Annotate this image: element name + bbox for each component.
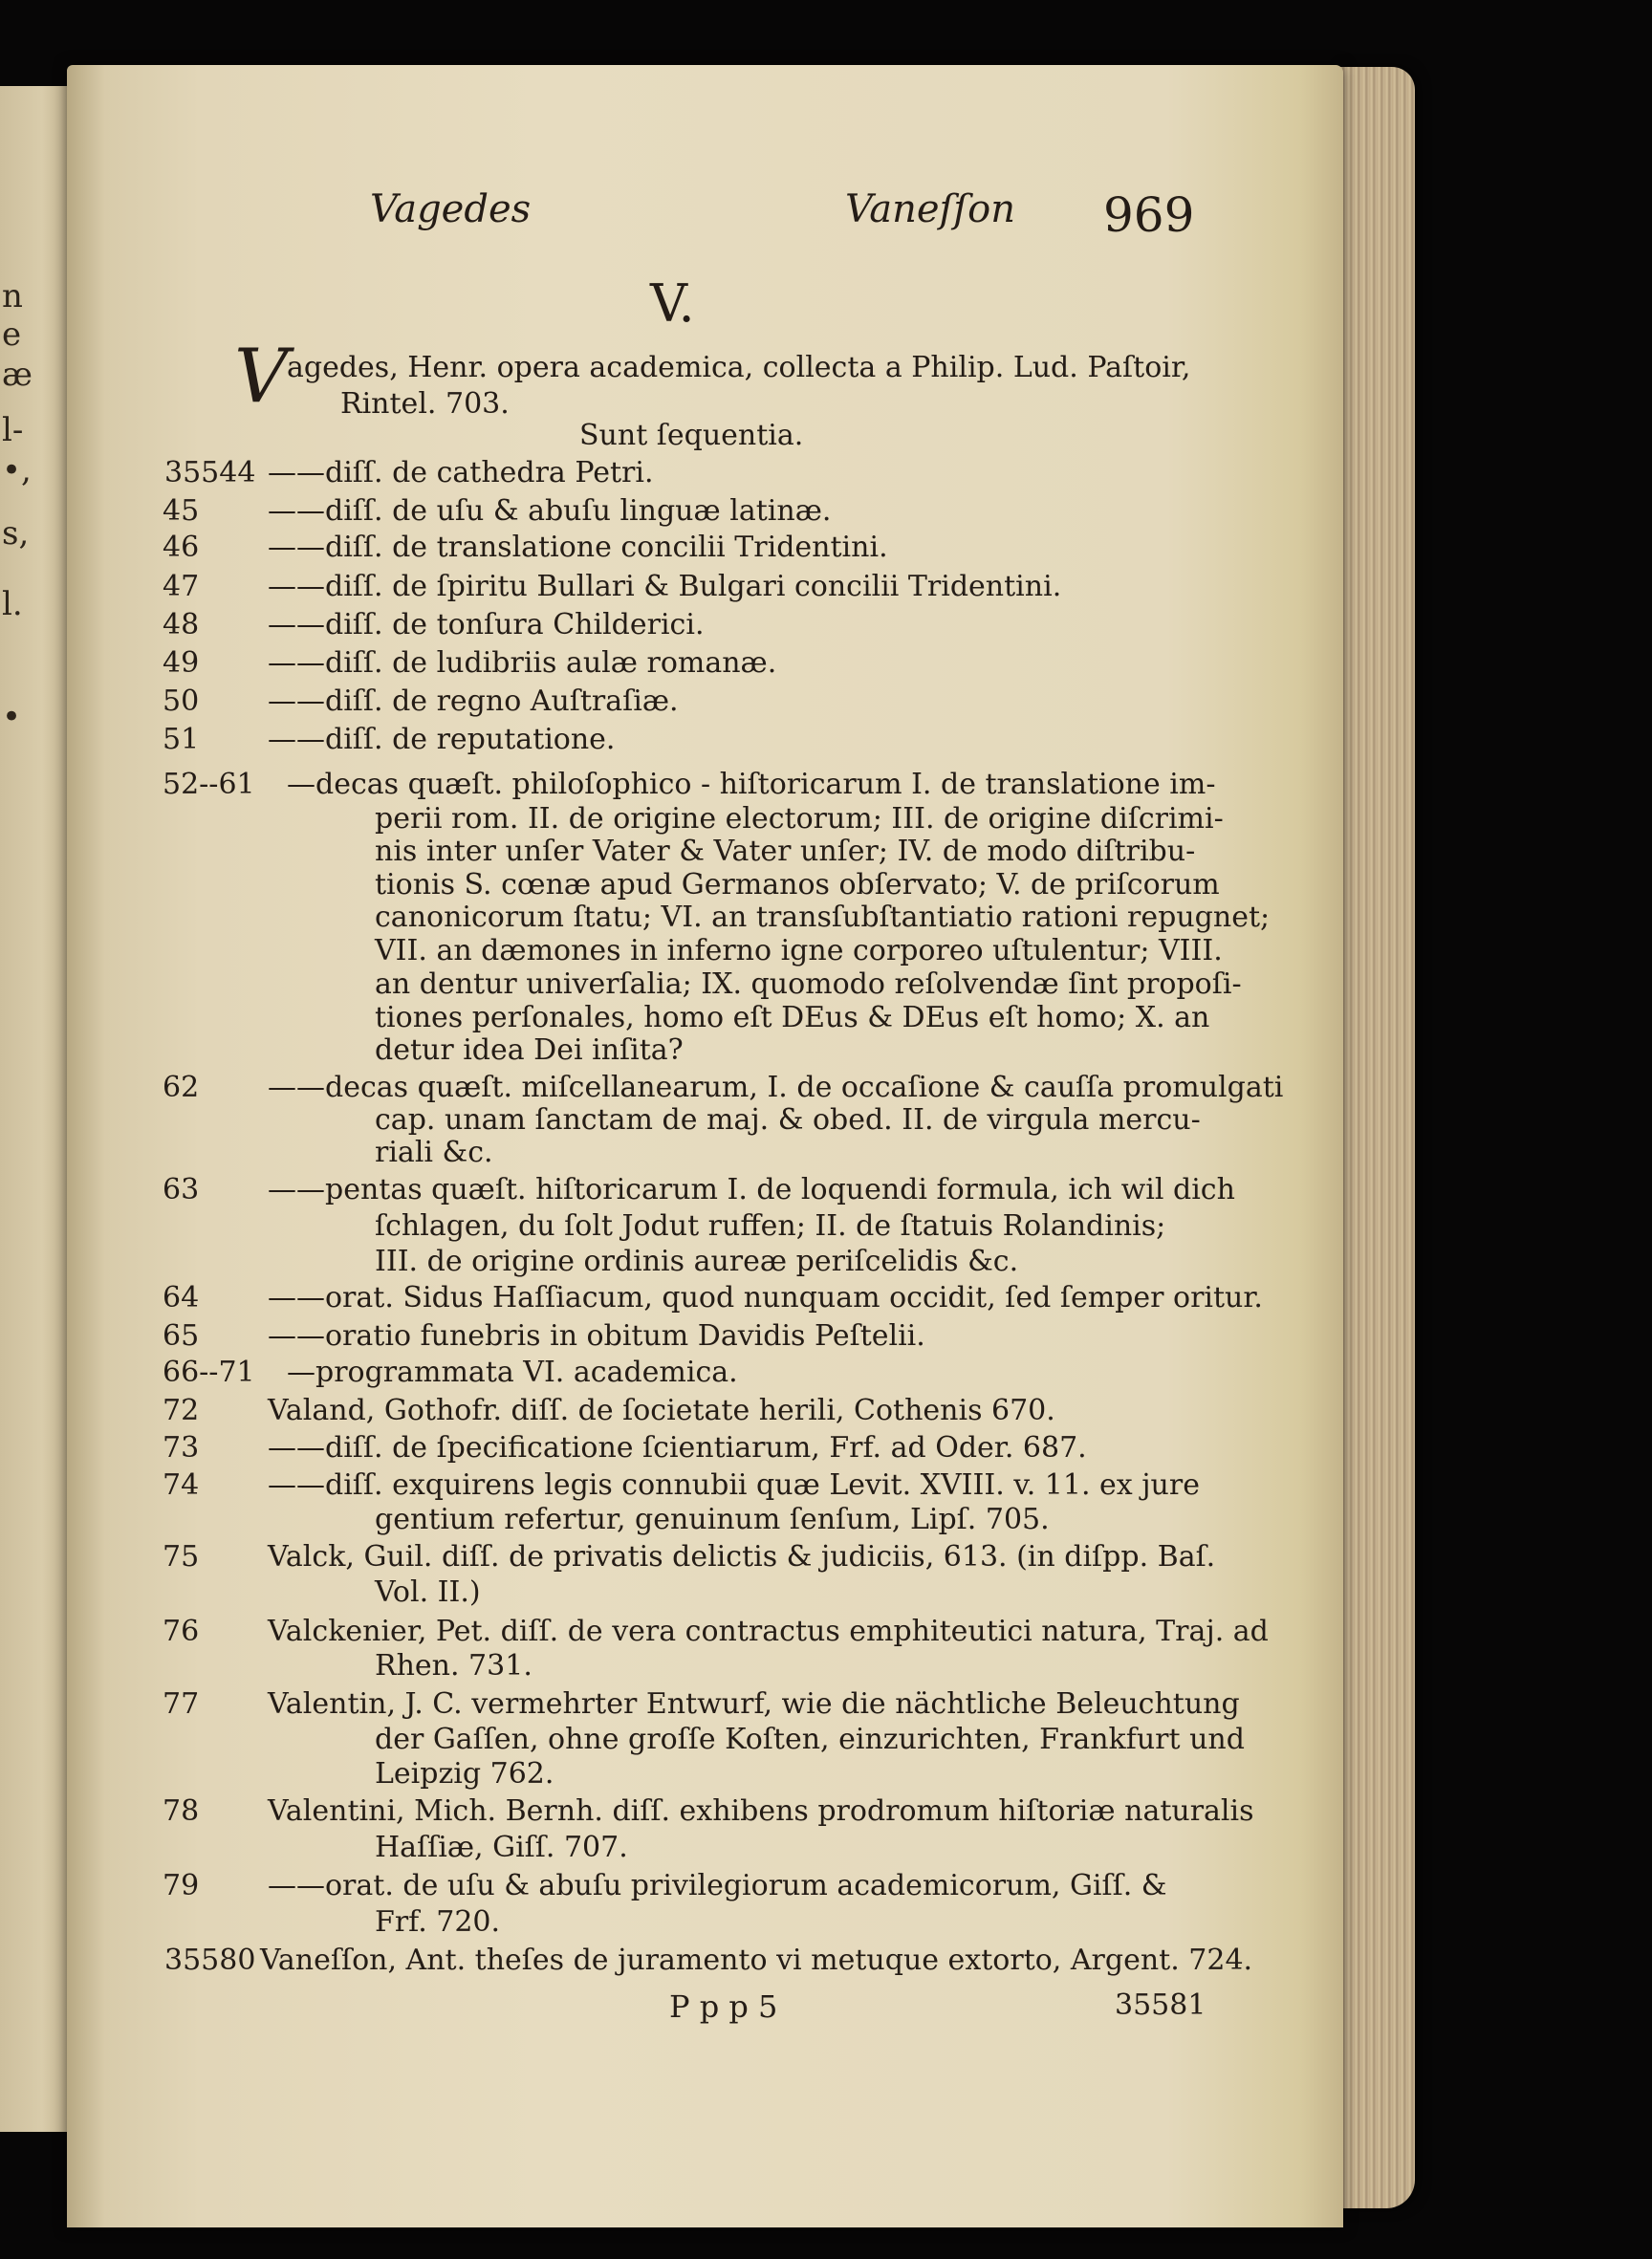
entry-number: 52--61 bbox=[163, 768, 255, 801]
page-number: 969 bbox=[1103, 187, 1195, 243]
entry-line: ——diſſ. de cathedra Petri. bbox=[268, 456, 654, 489]
entry-number: 64 bbox=[163, 1281, 200, 1314]
entry-line: ——oratio funebris in obitum Davidis Peſtelii. bbox=[268, 1319, 925, 1353]
entry-number: 48 bbox=[163, 608, 200, 641]
left-fragment: l. bbox=[2, 585, 23, 623]
entry-number: 50 bbox=[163, 684, 200, 718]
entry-line: Valentini, Mich. Bernh. diſſ. exhibens prodromum hiſtoriæ naturalis bbox=[268, 1794, 1254, 1828]
entry-line: —programmata VI. academica. bbox=[287, 1356, 738, 1389]
entry-line: Leipzig 762. bbox=[375, 1757, 554, 1791]
entry-line: Vaneſſon, Ant. theſes de juramento vi metuque extorto, Argent. 724. bbox=[260, 1944, 1253, 1977]
entry-line: III. de origine ordinis aureæ periſcelidis &c. bbox=[375, 1245, 1019, 1278]
entry-line: der Gaſſen, ohne groſſe Koſten, einzurichten, Frankfurt und bbox=[375, 1723, 1245, 1756]
entry-line: nis inter unſer Vater & Vater unſer; IV. de modo diſtribu- bbox=[375, 835, 1196, 868]
entry-number: 63 bbox=[163, 1173, 200, 1206]
entry-line: ſchlagen, du ſolt Jodut ruffen; II. de ſtatuis Rolandinis; bbox=[375, 1209, 1166, 1243]
entry-line: Rintel. 703. bbox=[340, 387, 510, 421]
entry-number: 66--71 bbox=[163, 1356, 255, 1389]
entry-number: 78 bbox=[163, 1794, 200, 1828]
entry-line: ——diſſ. de tonſura Childerici. bbox=[268, 608, 705, 641]
entry-line: ——diſſ. de translatione concilii Tridentini. bbox=[268, 531, 888, 564]
left-fragment: l- bbox=[2, 411, 24, 449]
entry-line: —decas quæſt. philoſophico - hiſtoricarum I. de translatione im- bbox=[287, 768, 1216, 801]
left-fragment: •, bbox=[2, 451, 32, 489]
entry-line: cap. unam ſanctam de maj. & obed. II. de virgula mercu- bbox=[375, 1103, 1201, 1137]
drop-initial: V bbox=[234, 334, 289, 420]
entry-line: gentium refertur, genuinum ſenſum, Lipſ. 705. bbox=[375, 1503, 1050, 1536]
left-fragment: • bbox=[2, 698, 22, 736]
entry-line: ——diſſ. de reputatione. bbox=[268, 723, 616, 756]
entry-number: 75 bbox=[163, 1540, 200, 1574]
left-fragment: e bbox=[2, 315, 22, 354]
section-letter: V. bbox=[650, 273, 695, 334]
entry-line: tiones perſonales, homo eſt DEus & DEus eſt homo; X. an bbox=[375, 1001, 1210, 1034]
entry-line: Rhen. 731. bbox=[375, 1649, 533, 1683]
entry-number: 73 bbox=[163, 1431, 200, 1465]
entry-line: ——diſſ. de ſpecificatione ſcientiarum, Frf. ad Oder. 687. bbox=[268, 1431, 1087, 1465]
left-fragment: n bbox=[2, 277, 23, 315]
entry-number: 79 bbox=[163, 1869, 200, 1902]
entry-line: agedes, Henr. opera academica, collecta a Philip. Lud. Paſtoir, bbox=[287, 351, 1191, 384]
entry-number: 35580 bbox=[164, 1944, 256, 1977]
entry-line: VII. an dæmones in inferno igne corporeo uſtulentur; VIII. bbox=[375, 934, 1223, 967]
entry-number: 62 bbox=[163, 1071, 200, 1104]
entry-line: ——diſſ. de ludibriis aulæ romanæ. bbox=[268, 646, 777, 680]
entry-line: ——diſſ. de uſu & abuſu linguæ latinæ. bbox=[268, 494, 832, 528]
entry-line: ——diſſ. exquirens legis connubii quæ Levit. XVIII. v. 11. ex jure bbox=[268, 1468, 1200, 1502]
entry-number: 74 bbox=[163, 1468, 200, 1502]
entry-line: riali &c. bbox=[375, 1136, 493, 1169]
entry-number: 72 bbox=[163, 1394, 200, 1427]
left-page-edge bbox=[0, 86, 76, 2132]
entry-number: 51 bbox=[163, 723, 200, 756]
entry-line: ——orat. de uſu & abuſu privilegiorum academicorum, Giſſ. & bbox=[268, 1869, 1167, 1902]
entry-line: Frf. 720. bbox=[375, 1905, 501, 1939]
entry-line: Valckenier, Pet. diſſ. de vera contractus emphiteutici natura, Traj. ad bbox=[268, 1615, 1269, 1648]
entry-line: an dentur univerſalia; IX. quomodo reſolvendæ ſint propoſi- bbox=[375, 967, 1242, 1001]
entry-line: Sunt ſequentia. bbox=[579, 419, 804, 452]
entry-line: Vol. II.) bbox=[375, 1575, 481, 1609]
running-head-center: Vaneſſon bbox=[845, 187, 1015, 231]
entry-line: tionis S. cœnæ apud Germanos obſervato; V. de priſcorum bbox=[375, 868, 1220, 901]
left-fragment: s, bbox=[2, 514, 30, 553]
entry-line: detur idea Dei inſita? bbox=[375, 1033, 684, 1067]
entry-number: 65 bbox=[163, 1319, 200, 1353]
entry-line: Valentin, J. C. vermehrter Entwurf, wie die nächtliche Beleuchtung bbox=[268, 1687, 1240, 1721]
left-fragment: æ bbox=[2, 356, 33, 394]
catchword: 35581 bbox=[1115, 1988, 1206, 2022]
entry-number: 76 bbox=[163, 1615, 200, 1648]
entry-number: 77 bbox=[163, 1687, 200, 1721]
entry-line: ——diſſ. de ſpiritu Bullari & Bulgari concilii Tridentini. bbox=[268, 570, 1062, 603]
entry-number: 45 bbox=[163, 494, 200, 528]
entry-line: ——orat. Sidus Haſſiacum, quod nunquam occidit, ſed ſemper oritur. bbox=[268, 1281, 1263, 1314]
running-head-left: Vagedes bbox=[370, 187, 532, 231]
entry-line: ——diſſ. de regno Auſtraſiæ. bbox=[268, 684, 679, 718]
entry-line: Haſſiæ, Giſſ. 707. bbox=[375, 1831, 628, 1864]
entry-number: 46 bbox=[163, 531, 200, 564]
entry-line: ——pentas quæſt. hiſtoricarum I. de loquendi formula, ich wil dich bbox=[268, 1173, 1235, 1206]
signature-mark: P p p 5 bbox=[669, 1988, 778, 2025]
entry-number: 47 bbox=[163, 570, 200, 603]
entry-line: Valck, Guil. diſſ. de privatis delictis & judiciis, 613. (in diſpp. Baſ. bbox=[268, 1540, 1216, 1574]
entry-number: 35544 bbox=[164, 456, 256, 489]
entry-number: 49 bbox=[163, 646, 200, 680]
entry-line: Valand, Gothofr. diſſ. de ſocietate herili, Cothenis 670. bbox=[268, 1394, 1055, 1427]
entry-line: ——decas quæſt. miſcellanearum, I. de occaſione & cauſſa promulgati bbox=[268, 1071, 1284, 1104]
page-fore-edge bbox=[1338, 67, 1415, 2208]
entry-line: perii rom. II. de origine electorum; III. de origine diſcrimi- bbox=[375, 802, 1224, 836]
entry-line: canonicorum ſtatu; VI. an transſubſtantiatio rationi repugnet; bbox=[375, 901, 1271, 934]
